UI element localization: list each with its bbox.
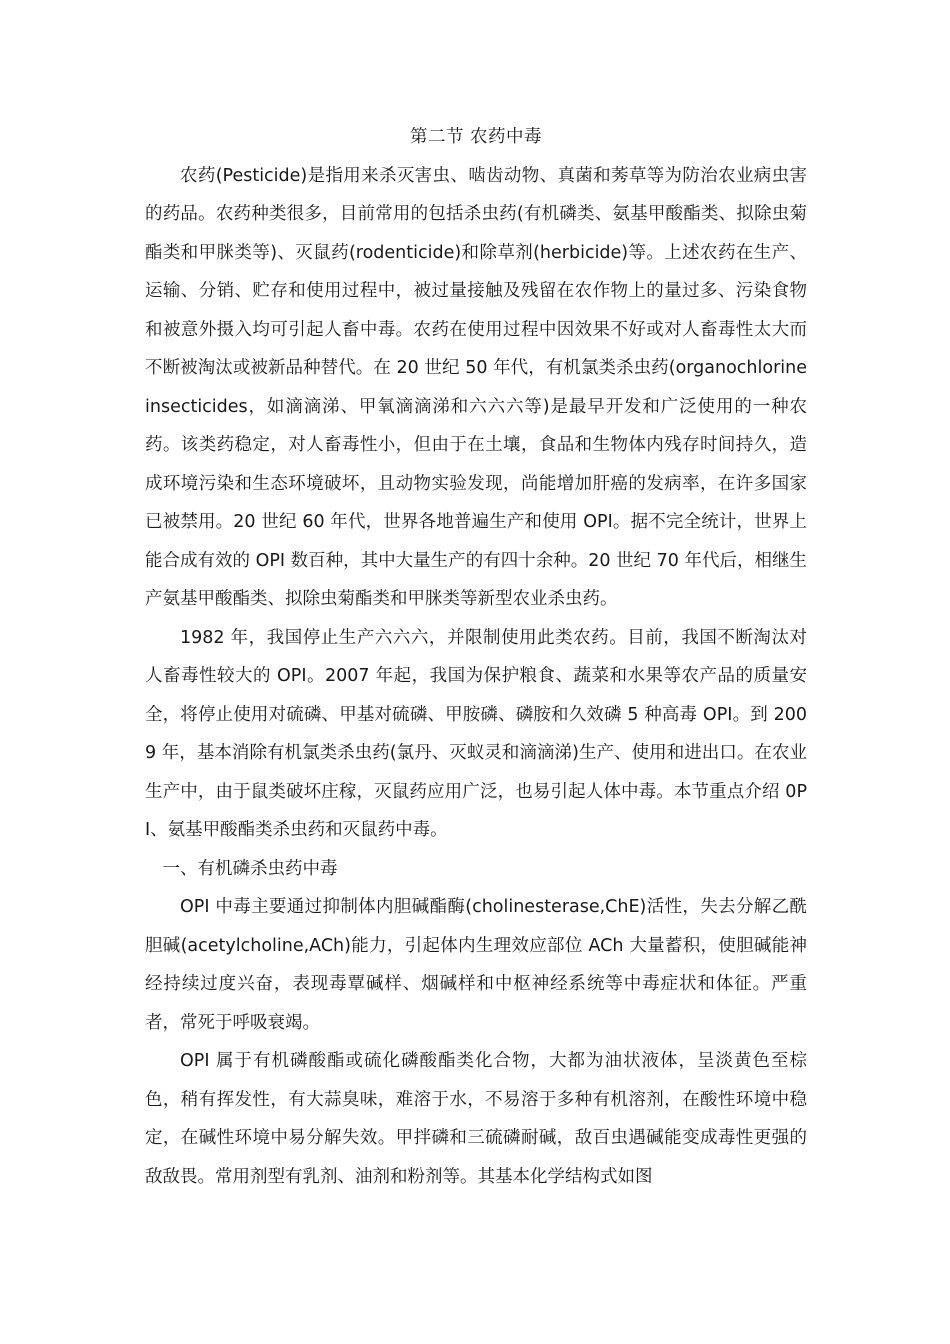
paragraph-pesticide-intro: 农药(Pesticide)是指用来杀灭害虫、啮齿动物、真菌和莠草等为防治农业病虫害的药品。农药种类很多，目前常用的包括杀虫药(有机磷类、氨基甲酸酯类、拟除虫菊酯类和甲脒类等)、灭鼠药(rodenticide)和除草剂(herbicide)等。上述农药在生产、运输、分销、贮存和使用过程中，被过量接触及残留在农作物上的量过多、污染食物和被意外摄入均可引起人畜中毒。农药在使用过程中因效果不好或对人畜毒性太大而不断被淘汰或被新品种替代。在 20 世纪 50 年代，有机氯类杀虫药(organochlorine insecticides，如滴滴涕、甲氧滴滴涕和六六六等)是最早开发和广泛使用的一种农药。该类药稳定，对人畜毒性小，但由于在土壤，食品和生物体内残存时间持久，造成环境污染和生态环境破坏，且动物实验发现，尚能增加肝癌的发病率，在许多国家已被禁用。20 世纪 60 年代，世界各地普遍生产和使用 OPI。据不完全统计，世界上能合成有效的 OPI 数百种，其中大量生产的有四十余种。20 世纪 70 年代后，相继生产氨基甲酸酯类、拟除虫菊酯类和甲脒类等新型农业杀虫药。	[145, 165, 807, 609]
subsection-heading: 一、有机磷杀虫药中毒	[162, 858, 338, 879]
paragraph-opi-mechanism: OPI 中毒主要通过抑制体内胆碱酯酶(cholinesterase,ChE)活性，失去分解乙酰胆碱(acetylcholine,ACh)能力，引起体内生理效应部位 ACh 大量蓄积，使胆碱能神经持续过度兴奋，表现毒覃碱样、烟碱样和中枢神经系统等中毒症状和体征。严重者，常死于呼吸衰竭。	[145, 897, 807, 1033]
paragraph-china-regulation: 1982 年，我国停止生产六六六，并限制使用此类农药。目前，我国不断淘汰对人畜毒性较大的 OPI。2007 年起，我国为保护粮食、蔬菜和水果等农产品的质量安全，将停止使用对硫磷、甲基对硫磷、甲胺磷、磷胺和久效磷 5 种高毒 OPI。到 2009 年，基本消除有机氯类杀虫药(氯丹、灭蚁灵和滴滴涕)生产、使用和进出口。在农业生产中，由于鼠类破坏庄稼，灭鼠药应用广泛，也易引起人体中毒。本节重点介绍 0PI、氨基甲酸酯类杀虫药和灭鼠药中毒。	[145, 627, 807, 840]
section-title: 第二节 农药中毒	[409, 127, 543, 147]
paragraph-opi-properties: OPI 属于有机磷酸酯或硫化磷酸酯类化合物，大都为油状液体，呈淡黄色至棕色，稍有挥发性，有大蒜臭味，难溶于水，不易溶于多种有机溶剂，在酸性环境中稳定，在碱性环境中易分解失效。甲拌磷和三硫磷耐碱，敌百虫遇碱能变成毒性更强的敌敌畏。常用剂型有乳剂、油剂和粉剂等。其基本化学结构式如图	[145, 1051, 807, 1187]
document-body	[145, 118, 807, 1196]
